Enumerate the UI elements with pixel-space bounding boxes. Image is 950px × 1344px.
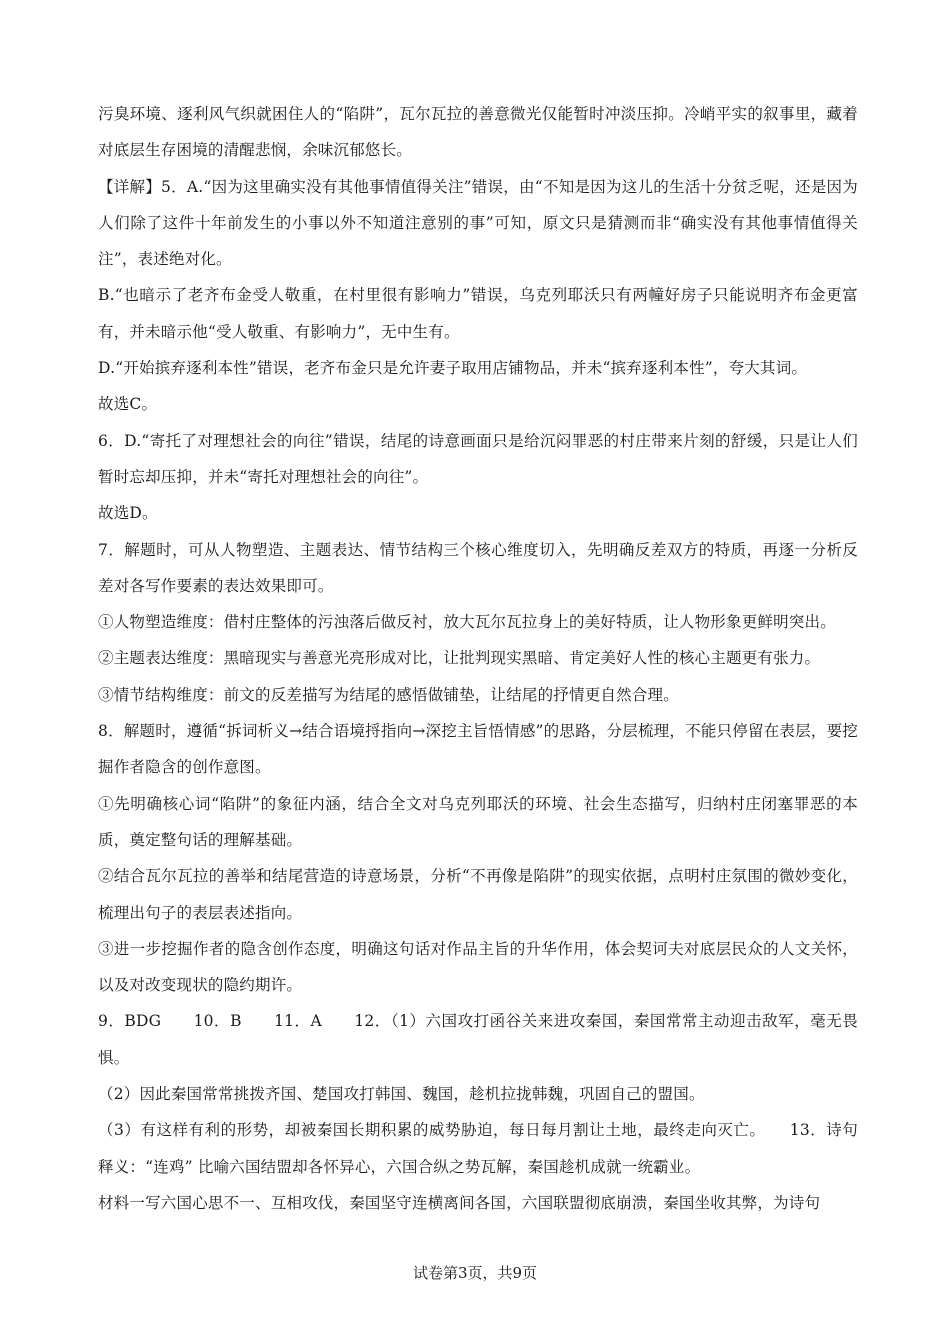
paragraph: ②结合瓦尔瓦拉的善举和结尾营造的诗意场景，分析“不再像是陷阱”的现实依据，点明村庄氛围的微妙变化，梳理出句子的表层表述指向。 [98,867,858,922]
paragraph: 9．BDG 10．B 11．A 12．（1）六国攻打函谷关来进攻秦国，秦国常常主动迎击敌军，毫无畏惧。 [98,1012,858,1067]
paragraph: 7．解题时，可从人物塑造、主题表达、情节结构三个核心维度切入，先明确反差双方的特质，再逐一分析反差对各写作要素的表达效果即可。 [98,540,858,595]
paragraph: 故选D。 [98,504,158,523]
paragraph: 污臭环境、逐利风气织就困住人的“陷阱”，瓦尔瓦拉的善意微光仅能暂时冲淡压抑。冷峭平实的叙事里，藏着对底层生存困境的清醒悲悯，余味沉郁悠长。 [98,105,858,160]
paragraph: ③进一步挖掘作者的隐含创作态度，明确这句话对作品主旨的升华作用，体会契诃夫对底层民众的人文关怀，以及对改变现状的隐约期许。 [98,939,858,995]
paragraph: （2）因此秦国常常挑拨齐国、楚国攻打韩国、魏国，趁机拉拢韩魏，巩固自己的盟国。 [98,1085,705,1104]
page-body [98,96,858,1221]
paragraph: 8．解题时，遵循“拆词析义→结合语境捋指向→深挖主旨悟情感”的思路，分层梳理，不能只停留在表层，要挖掘作者隐含的创作意图。 [98,722,858,777]
paragraph: 6．D.“寄托了对理想社会的向往”错误，结尾的诗意画面只是给沉闷罪恶的村庄带来片刻的舒缓，只是让人们暂时忘却压抑，并未“寄托对理想社会的向往”。 [98,431,858,486]
paragraph: ③情节结构维度：前文的反差描写为结尾的感悟做铺垫，让结尾的抒情更自然合理。 [98,685,679,704]
paragraph: 故选C。 [98,395,158,414]
paragraph: ①人物塑造维度：借村庄整体的污浊落后做反衬，放大瓦尔瓦拉身上的美好特质，让人物形象更鲜明突出。 [98,613,836,632]
paragraph: 【详解】5．A.“因为这里确实没有其他事情值得关注”错误，由“不知是因为这儿的生活十分贫乏呢，还是因为人们除了这件十年前发生的小事以外不知道注意别的事”可知，原文只是猜测而非“确实没有其他事情值得关注”，表述绝对化。 [98,177,858,269]
paragraph: （3）有这样有利的形势，却被秦国长期积累的威势胁迫，每日每月割让土地，最终走向灭亡。 13．诗句释义：“连鸡” 比喻六国结盟却各怀异心，六国合纵之势瓦解，秦国趁机成就一统霸业。 [98,1121,858,1176]
paragraph: D.“开始摈弃逐利本性”错误，老齐布金只是允许妻子取用店铺物品，并未“摈弃逐利本性”，夸大其词。 [98,359,808,378]
paragraph: ②主题表达维度：黑暗现实与善意光亮形成对比，让批判现实黑暗、肯定美好人性的核心主题更有张力。 [98,649,821,668]
page-footer: 试卷第3页，共9页 [412,1264,538,1282]
paragraph: ①先明确核心词“陷阱”的象征内涵，结合全文对乌克列耶沃的环境、社会生态描写，归纳村庄闭塞罪恶的本质，奠定整句话的理解基础。 [98,794,858,849]
paragraph: B.“也暗示了老齐布金受人敬重，在村里很有影响力”错误，乌克列耶沃只有两幢好房子只能说明齐布金更富有，并未暗示他“受人敬重、有影响力”，无中生有。 [98,286,858,341]
paragraph: 材料一写六国心思不一、互相攻伐，秦国坚守连横离间各国，六国联盟彻底崩溃，秦国坐收其弊，为诗句 [98,1193,821,1212]
